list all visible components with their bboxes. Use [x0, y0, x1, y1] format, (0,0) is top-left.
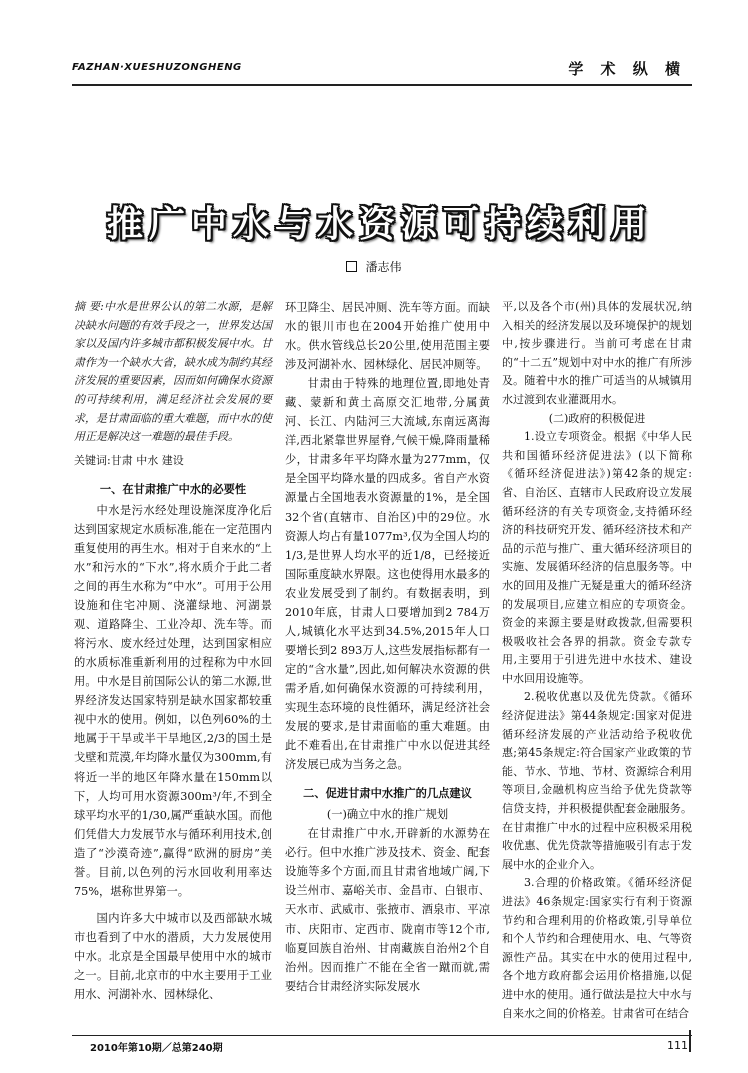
column-3	[502, 298, 692, 1023]
article-title: 推广中水与水资源可持续利用	[106, 204, 653, 245]
subsection-heading: (二)政府的积极促进	[548, 411, 646, 425]
author-name: 潘志伟	[365, 260, 402, 274]
paragraph: 平,以及各个市(州)具体的发展状况,纳入相关的经济发展以及环境保护的规划中,按步骤进行。当前可考虑在甘肃的“十二五”规划中对中水的推广有所涉及。随着中水的推广可适当的从城镇用水过渡到农业灌溉用水。	[502, 300, 692, 406]
column-2	[285, 298, 490, 996]
page-bar	[689, 1030, 691, 1052]
square-icon	[346, 261, 357, 272]
author-line	[0, 258, 748, 275]
issue-info: 2010年第10期／总第240期	[90, 1043, 223, 1054]
section-heading: 二、促进甘肃中水推广的几点建议	[303, 786, 472, 801]
paragraph: 2.税收优惠以及优先贷款。《循环经济促进法》第44条规定:国家对促进循环经济发展的产业活动给予税收优惠;第45条规定:符合国家产业政策的节能、节水、节地、节材、资源综合利用等项目,金融机构应当给予优先贷款等信贷支持，并积极提供配套金融服务。在甘肃推广中水的过程中应积极采用税收优惠、优先贷款等措施吸引有志于发展中水的企业介入。	[502, 690, 692, 871]
paragraph: 3.合理的价格政策。《循环经济促进法》46条规定:国家实行有利于资源节约和合理利用的价格政策,引导单位和个人节约和合理使用水、电、气等资源性产品。其实在中水的使用过程中,各个地方政府都会运用价格措施,以促进中水的使用。通行做法是拉大中水与自来水之间的价格差。甘肃省可在结合	[502, 876, 692, 1020]
paragraph: 中水是污水经处理设施深度净化后达到国家规定水质标准,能在一定范围内重复使用的再生水。相对于自来水的“上水”和污水的“下水”,将水质介于此二者之间的再生水称为“中水”。可用于公用设施和住宅冲厕、浇灌绿地、河湖景观、道路降尘、工业冷却、洗车等。而将污水、废水经过处理，达到国家相应的水质标准重新利用的过程称为中水回用。中水是目前国际公认的第二水源,世界经济发达国家特别是缺水国家都较重视中水的使用。例如，以色列60%的土地属于干旱或半干旱地区,2/3的国土是戈壁和荒漠,年均降水量仅为300mm,有将近一半的地区年降水量在150mm以下，人均可用水资源300m³/年,不到全球平均水平的1/30,属严重缺水国。而他们凭借大力发展节水与循环利用技术,创造了“沙漠奇迹”,赢得“欧洲的厨房”美誉。目前,以色列的污水回收利用率达75%，堪称世界第一。	[74, 503, 272, 898]
header-rule	[72, 84, 692, 86]
abstract: 摘 要:中水是世界公认的第二水源，是解决缺水问题的有效手段之一，世界发达国家以及国内许多城市都积极发展中水。甘肃作为一个缺水大省，缺水成为制约其经济发展的重要因素，因而如何确保水资源的可持续利用，满足经济社会发展的要求，是甘肃面临的重大难题，而中水的使用正是解决这一难题的最佳手段。	[74, 300, 272, 444]
paragraph: 在甘肃推广中水,开辟新的水源势在必行。但中水推广涉及技术、资金、配套设施等多个方面,而且甘肃省地域广阔,下设兰州市、嘉峪关市、金昌市、白银市、天水市、武威市、张掖市、酒泉市、平凉市、庆阳市、定西市、陇南市等12个市,临夏回族自治州、甘南藏族自治州2个自治州。因而推广不能在全省一蹴而就,需要结合甘肃经济实际发展水	[285, 827, 490, 993]
paragraph: 甘肃由于特殊的地理位置,即地处青藏、蒙新和黄土高原交汇地带,分属黄河、长江、内陆河三大流域,东南远离海洋,西北紧靠世界屋脊,气候干燥,降雨量稀少，甘肃多年平均降水量为277mm，仅是全国平均降水量的四成多。省自产水资源量占全国地表水资源量的1%，是全国32个省(直辖市、自治区)中的29位。水资源人均占有量1077m³,仅为全国人均的1/3,是世界人均水平的近1/8，已经接近国际重度缺水界限。这也使得用水最多的农业发展受到了制约。有数据表明，到2010年底，甘肃人口要增加到2 784万人,城镇化水平达到34.5%,2015年人口要增长到2 893万人,这些发展指标都有一定的“含水量”,因此,如何解决水资源的供需矛盾,如何确保水资源的可持续利用，实现生态环境的良性循环，满足经济社会发展的要求,是甘肃面临的重大难题。由此不难看出,在甘肃推广中水以促进其经济发展已成为当务之急。	[285, 377, 490, 772]
paragraph: 1.设立专项资金。根据《中华人民共和国循环经济促进法》(以下简称《循环经济促进法》)第42条的规定:省、自治区、直辖市人民政府设立发展循环经济的有关专项资金,支持循环经济的科技研究开发、循环经济技术和产品的示范与推广、重大循环经济项目的实施、发展循环经济的信息服务等。中水的回用及推广无疑是重大的循环经济的发展项目,应建立相应的专项资金。资金的来源主要是财政拨款,但需要积极吸收社会各界的捐款。资金专款专用,主要用于引进先进中水技术、建设中水回用设施等。	[502, 430, 692, 685]
running-header	[72, 58, 692, 84]
paragraph: 国内许多大中城市以及西部缺水城市也看到了中水的潜质，大力发展使用中水。北京是全国最早使用中水的城市之一。目前,北京市的中水主要用于工业用水、河湖补水、园林绿化、	[74, 911, 272, 1002]
column-1	[74, 298, 272, 1004]
section-heading: 一、在甘肃推广中水的必要性	[99, 481, 247, 496]
subsection-heading: (一)确立中水的推广规划	[326, 808, 449, 822]
keywords: 关键词:甘肃 中水 建设	[74, 453, 184, 467]
page-number: 111	[667, 1039, 688, 1052]
paragraph: 环卫降尘、居民冲厕、洗车等方面。而缺水的银川市也在2004开始推广使用中水。供水管线总长20公里,使用范围主要涉及河湖补水、园林绿化、居民冲厕等。	[285, 301, 490, 372]
journal-name: FAZHAN·XUESHUZONGHENG	[72, 62, 242, 73]
section-name: 学 术 纵 横	[568, 60, 686, 78]
footer-rule	[72, 1035, 692, 1036]
